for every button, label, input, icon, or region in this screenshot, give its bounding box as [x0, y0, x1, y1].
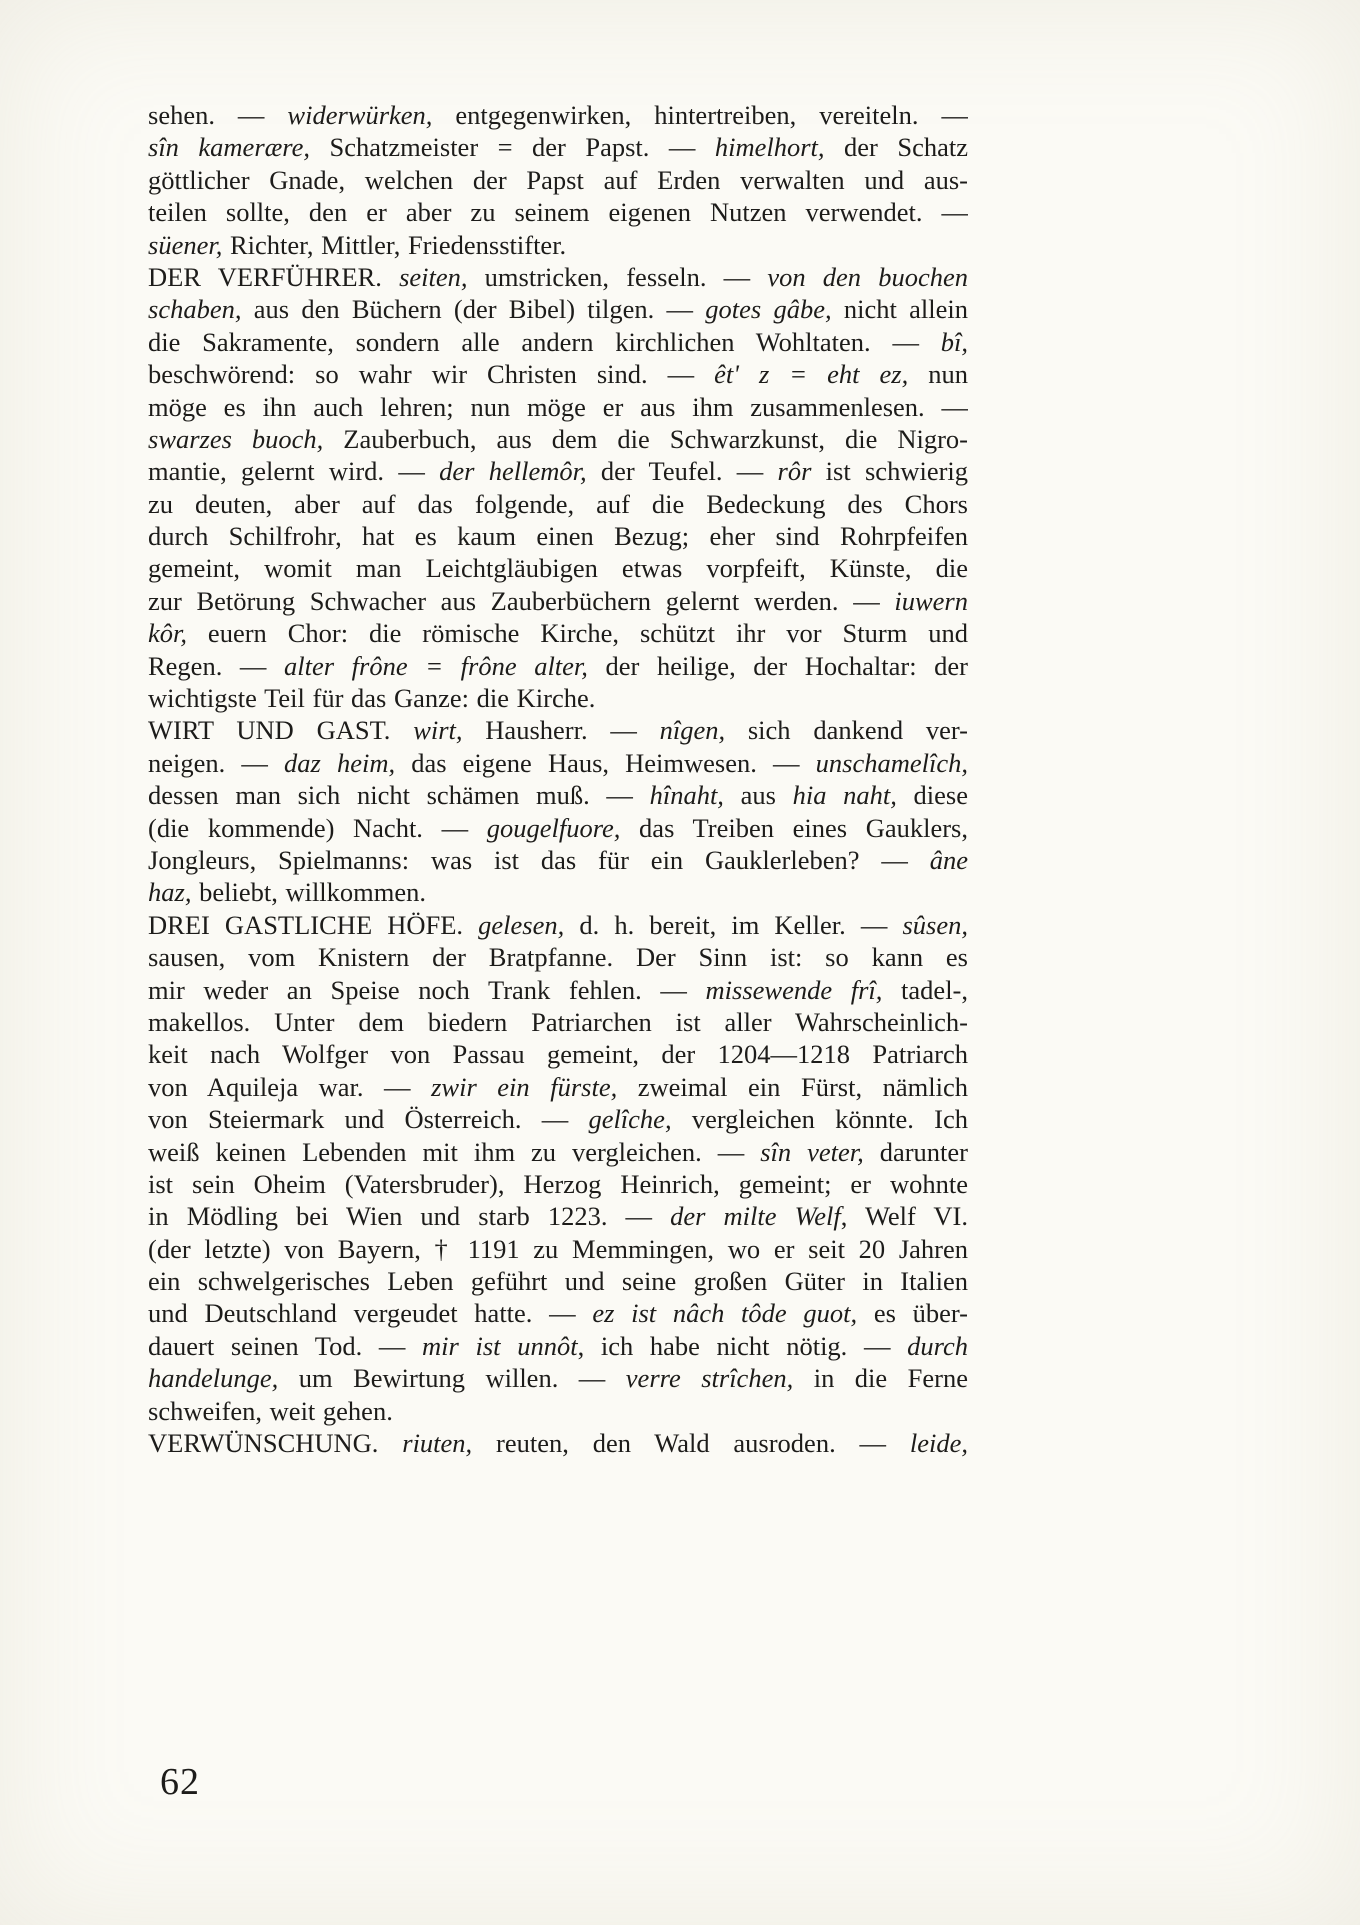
text-segment: Hausherr. — — [462, 715, 660, 746]
text-segment: die Sakramente, sondern alle andern kirchlichen Wohltaten. — — [148, 326, 941, 357]
text-line — [148, 1362, 968, 1394]
text-segment: umstricken, fesseln. — — [467, 261, 768, 292]
text-segment: möge es ihn auch lehren; nun möge er aus ihm zusammenlesen. — — [148, 391, 968, 422]
text-line — [148, 1233, 968, 1265]
text-segment: göttlicher Gnade, welchen der Papst auf Erden verwalten und aus- — [148, 164, 968, 195]
text-line — [148, 1071, 968, 1103]
text-block — [148, 99, 968, 1459]
text-line — [148, 99, 968, 131]
text-line — [148, 585, 968, 617]
gloss-term: zwir ein fürste, — [431, 1071, 618, 1102]
text-segment: zur Betörung Schwacher aus Zauberbüchern gelernt werden. — — [148, 585, 895, 616]
text-segment: mantie, gelernt wird. — — [148, 456, 440, 487]
text-segment: makellos. Unter dem biedern Patriarchen ist aller Wahrscheinlich- — [148, 1006, 968, 1037]
text-line — [148, 682, 968, 714]
gloss-term: durch — [907, 1330, 968, 1361]
text-line — [148, 1297, 968, 1329]
text-segment: VERWÜNSCHUNG. — [148, 1428, 403, 1459]
text-segment: weiß keinen Lebenden mit ihm zu vergleichen. — — [148, 1136, 761, 1167]
text-line — [148, 1038, 968, 1070]
text-segment: nicht allein — [831, 294, 968, 325]
text-line — [148, 1427, 968, 1459]
text-segment: Richter, Mittler, Friedensstifter. — [222, 229, 567, 260]
gloss-term: hînaht, — [649, 780, 724, 811]
gloss-term: der hellemôr, — [439, 456, 587, 487]
text-line — [148, 1136, 968, 1168]
text-line — [148, 358, 968, 390]
text-segment: gemeint, womit man Leichtgläubigen etwas vorpfeift, Künste, die — [148, 553, 968, 584]
gloss-term: êt' z = eht ez, — [714, 359, 909, 390]
text-line — [148, 941, 968, 973]
text-segment: (die kommende) Nacht. — — [148, 812, 487, 843]
text-segment: ein schwelgerisches Leben geführt und seine großen Güter in Italien — [148, 1266, 968, 1297]
text-segment: sehen. — — [148, 100, 288, 130]
text-segment: Regen. — — [148, 650, 285, 681]
text-segment: dauert seinen Tod. — — [148, 1330, 423, 1361]
text-line — [148, 488, 968, 520]
gloss-term: hia naht, — [792, 780, 897, 811]
text-segment: durch Schilfrohr, hat es kaum einen Bezug; eher sind Rohrpfeifen — [148, 521, 968, 552]
gloss-term: nîgen, — [659, 715, 726, 746]
gloss-term: gotes gâbe, — [705, 294, 832, 325]
gloss-term: verre strîchen, — [625, 1363, 794, 1394]
text-segment: , ich habe nicht nötig. — — [577, 1330, 908, 1361]
text-segment: aus den Büchern (der Bibel) tilgen. — — [241, 294, 706, 325]
text-segment: wichtigste Teil für das Ganze: die Kirche. — [148, 683, 596, 714]
gloss-term: sîn veter, — [760, 1136, 864, 1167]
text-segment: der Teufel. — — [586, 456, 778, 487]
text-segment: Schatzmeister = der Papst. — — [310, 132, 715, 163]
text-segment: (der letzte) von Bayern, † 1191 zu Memmingen, wo er seit 20 Jahren — [148, 1233, 968, 1264]
gloss-term: seiten, — [399, 261, 468, 292]
text-segment: dessen man sich nicht schämen muß. — — [148, 780, 650, 811]
text-segment: Zauberbuch, aus dem die Schwarzkunst, die Nigro- — [323, 423, 968, 454]
text-segment: beliebt, willkommen. — [191, 877, 427, 908]
gloss-term: kôr, — [148, 618, 188, 649]
text-segment: der Schatz — [824, 132, 968, 163]
text-segment: in Mödling bei Wien und starb 1223. — — [148, 1201, 671, 1232]
gloss-term: himelhort, — [714, 132, 825, 163]
gloss-term: sûsen, — [902, 909, 968, 940]
text-segment: diese — [896, 780, 968, 811]
text-line — [148, 391, 968, 423]
gloss-term: missewende frî, — [705, 974, 883, 1005]
gloss-term: gelîche, — [588, 1104, 672, 1135]
gloss-term: leide, — [909, 1428, 968, 1459]
text-line — [148, 423, 968, 455]
page-number: 62 — [160, 1761, 200, 1803]
text-segment: es über- — [857, 1298, 968, 1329]
text-segment: zu deuten, aber auf das folgende, auf die Bedeckung des Chors — [148, 488, 968, 519]
text-segment: und Deutschland vergeudet hatte. — — [148, 1298, 593, 1329]
text-segment: tadel-, — [882, 974, 968, 1005]
gloss-term: wirt, — [413, 715, 463, 746]
text-segment: der heilige, der Hochaltar: der — [587, 650, 968, 681]
text-segment: sausen, vom Knistern der Bratpfanne. Der Sinn ist: so kann es — [148, 942, 968, 973]
text-segment: teilen sollte, den er aber zu seinem eigenen Nutzen verwendet. — — [148, 197, 968, 228]
text-segment: das eigene Haus, Heimwesen. — — [395, 747, 816, 778]
gloss-term: rôr — [777, 456, 812, 487]
text-line — [148, 844, 968, 876]
text-line — [148, 326, 968, 358]
text-segment: darunter — [863, 1136, 968, 1167]
text-line — [148, 617, 968, 649]
gloss-term: haz, — [148, 877, 192, 908]
text-line — [148, 650, 968, 682]
gloss-term: bî, — [940, 326, 968, 357]
text-line — [148, 876, 968, 908]
gloss-term: ez ist nâch tôde guot, — [592, 1298, 858, 1329]
text-line — [148, 1168, 968, 1200]
text-segment: entgegenwirken, hintertreiben, vereiteln. — — [432, 100, 968, 130]
text-line — [148, 1330, 968, 1362]
text-segment: DER VERFÜHRER. — [148, 261, 400, 292]
gloss-term: sîn kamerære, — [148, 132, 311, 163]
text-line — [148, 909, 968, 941]
text-line — [148, 1006, 968, 1038]
text-segment: in die Ferne — [793, 1363, 968, 1394]
text-segment: , Welf VI. — [840, 1201, 968, 1232]
text-segment: ist schwierig — [811, 456, 968, 487]
text-line — [148, 164, 968, 196]
text-segment: von Aquileja war. — — [148, 1071, 432, 1102]
text-segment: reuten, den Wald ausroden. — — [472, 1428, 910, 1459]
text-segment: schweifen, weit gehen. — [148, 1395, 393, 1426]
text-segment: neigen. — — [148, 747, 285, 778]
text-segment: nun — [908, 359, 968, 390]
text-line — [148, 229, 968, 261]
gloss-term: riuten, — [402, 1428, 473, 1459]
text-segment: euern Chor: die römische Kirche, schützt ihr vor Sturm und — [187, 618, 968, 649]
text-segment: DREI GASTLICHE HÖFE. — [148, 909, 479, 940]
text-line — [148, 1395, 968, 1427]
text-line — [148, 1103, 968, 1135]
gloss-term: schaben, — [148, 294, 242, 325]
text-segment: zweimal ein Fürst, nämlich — [617, 1071, 968, 1102]
text-line — [148, 520, 968, 552]
gloss-term: von den buochen — [767, 261, 968, 292]
text-line — [148, 714, 968, 746]
text-line — [148, 552, 968, 584]
text-line — [148, 974, 968, 1006]
text-segment: vergleichen könnte. Ich — [671, 1104, 968, 1135]
text-segment: um Bewirtung willen. — — [278, 1363, 626, 1394]
text-segment: keit nach Wolfger von Passau gemeint, der 1204—1218 Patriarch — [148, 1039, 968, 1070]
text-line — [148, 1200, 968, 1232]
text-segment: aus — [723, 780, 793, 811]
gloss-term: iuwern — [894, 585, 968, 616]
text-segment: ist sein Oheim (Vatersbruder), Herzog Heinrich, gemeint; er wohnte — [148, 1168, 968, 1199]
gloss-term: widerwürken, — [287, 100, 433, 130]
gloss-term: unschamelîch, — [815, 747, 968, 778]
text-segment: d. h. bereit, im Keller. — — [564, 909, 903, 940]
gloss-term: swarzes buoch, — [148, 423, 324, 454]
text-line — [148, 812, 968, 844]
gloss-term: âne — [929, 844, 968, 875]
gloss-term: gougelfuore, — [486, 812, 621, 843]
gloss-term: mir ist unnôt — [422, 1330, 578, 1361]
text-segment: beschwörend: so wahr wir Christen sind. — — [148, 359, 715, 390]
gloss-term: süener, — [148, 229, 223, 260]
text-line — [148, 196, 968, 228]
text-segment: mir weder an Speise noch Trank fehlen. — — [148, 974, 706, 1005]
text-segment: von Steiermark und Österreich. — — [148, 1104, 589, 1135]
gloss-term: gelesen, — [478, 909, 565, 940]
text-line — [148, 261, 968, 293]
text-line — [148, 747, 968, 779]
text-line — [148, 779, 968, 811]
gloss-term: alter frône = frône alter, — [284, 650, 588, 681]
text-line — [148, 1265, 968, 1297]
text-segment: sich dankend ver- — [725, 715, 968, 746]
text-segment: das Treiben eines Gauklers, — [620, 812, 968, 843]
text-line — [148, 455, 968, 487]
gloss-term: handelunge, — [148, 1363, 279, 1394]
text-line — [148, 293, 968, 325]
text-line — [148, 131, 968, 163]
gloss-term: der milte Welf — [670, 1201, 841, 1232]
text-segment: Jongleurs, Spielmanns: was ist das für ein Gauklerleben? — — [148, 844, 930, 875]
gloss-term: daz heim, — [284, 747, 396, 778]
text-segment: WIRT UND GAST. — [148, 715, 414, 746]
